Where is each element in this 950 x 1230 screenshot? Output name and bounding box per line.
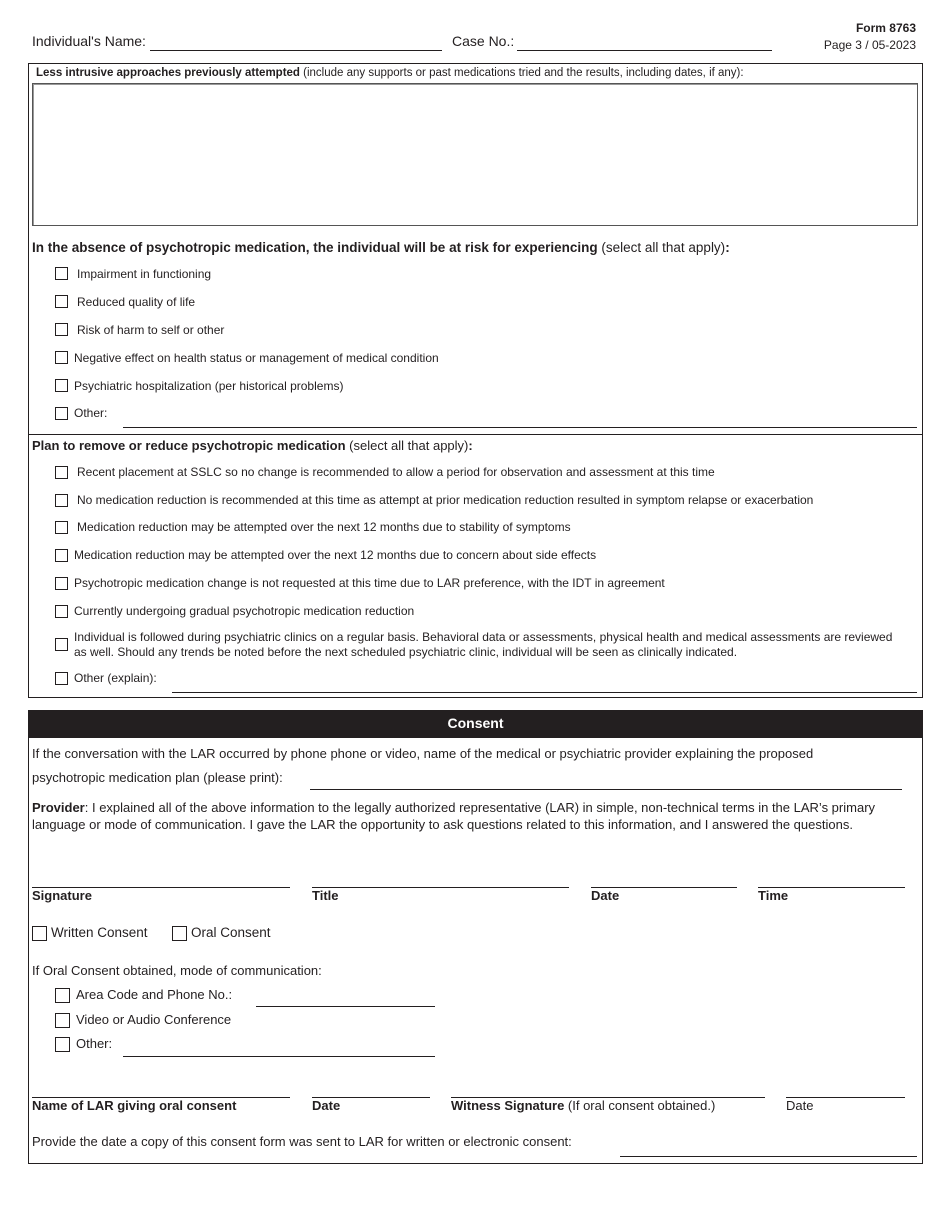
plan-checkbox-gradual-reduction[interactable] [55,605,68,618]
plan-other-field[interactable] [172,692,917,693]
phone-provider-text: If the conversation with the LAR occurred by phone phone or video, name of the medical or psychiatric provider explaining the proposed [32,746,814,761]
risk-other-field[interactable] [123,427,917,428]
mode-other-label: Other: [76,1036,113,1051]
risk-item-label: Psychiatric hospitalization (per historical problems) [74,379,344,393]
phone-number-field[interactable] [256,1006,435,1007]
title-field[interactable] [312,887,569,888]
risk-item-label: Risk of harm to self or other [77,323,225,337]
plan-item-label: No medication reduction is recommended at this time as attempt at prior medication reduction resulted in symptom relapse or exacerbation [77,493,814,507]
individual-name-label: Individual's Name: [32,33,146,49]
date-label: Date [591,888,620,903]
plan-item-label: Medication reduction may be attempted over the next 12 months due to stability of symptoms [77,520,571,534]
mode-conference-checkbox[interactable] [55,1013,70,1028]
written-consent-checkbox[interactable] [32,926,47,941]
approaches-label: Less intrusive approaches previously attempted (include any supports or past medications tried and the results, including dates, if any): [36,67,744,79]
risk-checkbox-other[interactable] [55,407,68,420]
plan-checkbox-lar-preference[interactable] [55,577,68,590]
risk-checkbox-hospitalization[interactable] [55,379,68,392]
mode-other-checkbox[interactable] [55,1037,70,1052]
plan-item-label: Psychotropic medication change is not requested at this time due to LAR preference, with the IDT in agreement [74,576,665,590]
approaches-textarea[interactable] [32,83,918,226]
signature-label: Signature [32,888,92,903]
risk-item-label: Other: [74,406,108,420]
plan-checkbox-stability[interactable] [55,521,68,534]
copy-date-field[interactable] [620,1156,917,1157]
copy-date-label: Provide the date a copy of this consent form was sent to LAR for written or electronic consent: [32,1134,572,1149]
lar-name-label: Name of LAR giving oral consent [32,1098,237,1113]
consent-title-bar: Consent [28,710,923,738]
plan-item-label: Individual is followed during psychiatric clinics on a regular basis. Behavioral data or assessments, physical health and medical assessments are reviewed as well. Should any trends be noted before the next scheduled psychiatric clinic, individual will be seen as clinically indicated. [74,630,893,659]
time-label: Time [758,888,789,903]
form-number: Form 8763 [855,21,916,35]
plan-checkbox-side-effects[interactable] [55,549,68,562]
oral-consent-label: Oral Consent [191,925,271,940]
case-number-field[interactable] [517,50,772,51]
mode-other-field[interactable] [123,1056,435,1057]
provider-name-field[interactable] [310,789,902,790]
oral-consent-checkbox[interactable] [172,926,187,941]
case-number-label: Case No.: [452,33,515,49]
plan-item-label: Other (explain): [74,671,157,685]
plan-checkbox-recent-placement[interactable] [55,466,68,479]
individual-name-field[interactable] [150,50,442,51]
risk-item-label: Reduced quality of life [77,295,196,309]
plan-checkbox-no-reduction[interactable] [55,494,68,507]
plan-checkbox-other[interactable] [55,672,68,685]
plan-item-label: Recent placement at SSLC so no change is recommended to allow a period for observation and assessment at this time [77,465,715,479]
risk-checkbox-impairment[interactable] [55,267,68,280]
plan-item-label: Medication reduction may be attempted over the next 12 months due to concern about side effects [74,548,597,562]
oral-mode-label: If Oral Consent obtained, mode of communication: [32,963,322,978]
plan-heading: Plan to remove or reduce psychotropic medication (select all that apply): [32,438,473,453]
mode-phone-checkbox[interactable] [55,988,70,1003]
risk-checkbox-quality[interactable] [55,295,68,308]
plan-checkbox-followed[interactable] [55,638,68,651]
phone-provider-text-2: psychotropic medication plan (please print): [32,770,283,785]
risk-item-label: Impairment in functioning [77,267,212,281]
mode-phone-label: Area Code and Phone No.: [76,987,233,1002]
risk-checkbox-harm[interactable] [55,323,68,336]
lar-date-label: Date [312,1098,341,1113]
written-consent-label: Written Consent [51,925,148,940]
witness-date-label: Date [786,1098,814,1113]
section-divider [28,434,923,435]
mode-conference-label: Video or Audio Conference [76,1012,232,1027]
risk-heading: In the absence of psychotropic medication, the individual will be at risk for experiencing (select all that apply): [32,240,730,255]
provider-statement: Provider: I explained all of the above information to the legally authorized representative (LAR) in simple, non-technical terms in the LAR’s primary language or mode of communication. I gave the LAR the opportunity to ask questions related to this information, and I answered the questions. [32,800,876,832]
title-label: Title [312,888,339,903]
risk-item-label: Negative effect on health status or management of medical condition [74,351,439,365]
plan-item-label: Currently undergoing gradual psychotropic medication reduction [74,604,415,618]
witness-signature-label: Witness Signature (If oral consent obtained.) [451,1098,716,1113]
page-info: Page 3 / 05-2023 [823,38,916,52]
risk-checkbox-health[interactable] [55,351,68,364]
